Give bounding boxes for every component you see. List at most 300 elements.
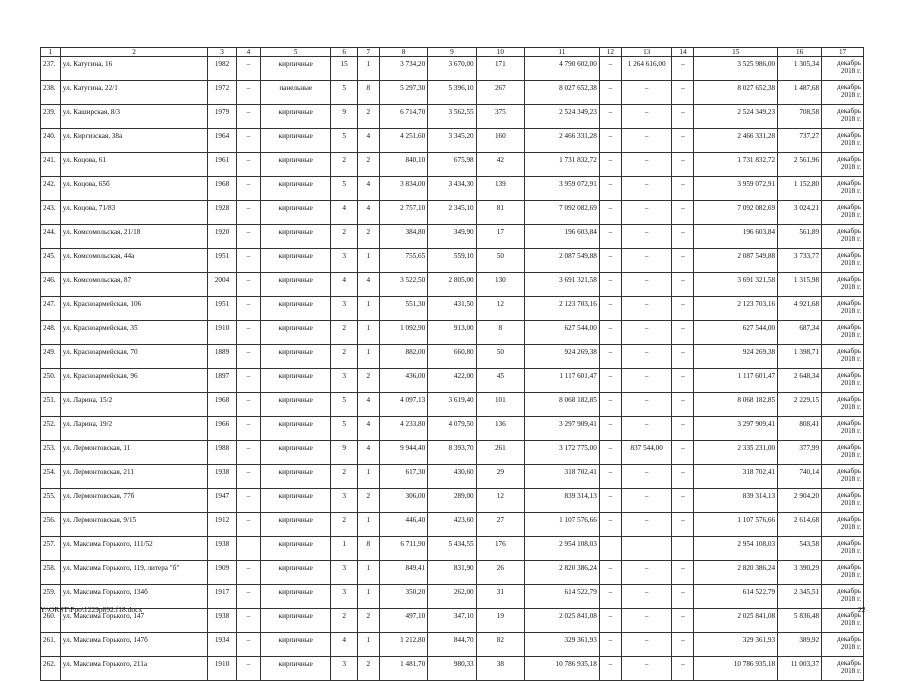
cell-col-14: – <box>672 513 694 537</box>
cell-total-area: 6 711,90 <box>379 537 427 561</box>
cell-completion-date: декабрь 2018 г. <box>822 321 864 345</box>
cell-wall-material: кирпичные <box>261 513 331 537</box>
cell-wall-material: кирпичные <box>261 297 331 321</box>
cell-col-12: – <box>599 273 621 297</box>
cell-col-13 <box>621 537 672 561</box>
cell-floors: 9 <box>331 441 357 465</box>
cell-row-number: 253. <box>41 441 61 465</box>
cell-completion-date: декабрь 2018 г. <box>822 57 864 81</box>
footer-file-path: Y:\ORST\Ppo\1229p892.f18.docx <box>40 605 143 614</box>
cell-entrances: 4 <box>357 273 379 297</box>
cell-total-cost: 2 820 386,24 <box>525 561 600 585</box>
cell-total-cost: 627 544,00 <box>525 321 600 345</box>
cell-cost-per-sqm: 687,34 <box>778 321 822 345</box>
cell-col-4: – <box>236 249 260 273</box>
cell-cost-per-sqm: 740,14 <box>778 465 822 489</box>
cell-col-13: – <box>621 273 672 297</box>
cell-entrances: 8 <box>357 81 379 105</box>
cell-col-15: 2 466 331,28 <box>694 129 778 153</box>
cell-entrances: 4 <box>357 417 379 441</box>
cell-living-area: 3 670,00 <box>428 57 476 81</box>
cell-wall-material: кирпичные <box>261 561 331 585</box>
cell-build-year: 1928 <box>208 201 237 225</box>
cell-col-15: 3 691 321,58 <box>694 273 778 297</box>
cell-build-year: 1988 <box>208 441 237 465</box>
cell-col-12: – <box>599 177 621 201</box>
cell-col-13: – <box>621 369 672 393</box>
cell-col-12: – <box>599 345 621 369</box>
cell-total-cost: 318 702,41 <box>525 465 600 489</box>
cell-residents: 171 <box>476 57 524 81</box>
cell-build-year: 1961 <box>208 153 237 177</box>
cell-floors: 1 <box>331 537 357 561</box>
cell-floors: 2 <box>331 465 357 489</box>
cell-living-area: 3 434,30 <box>428 177 476 201</box>
cell-floors: 3 <box>331 657 357 681</box>
cell-address: ул. Лермонтовская, 9/15 <box>60 513 207 537</box>
column-header-4: 4 <box>236 48 260 57</box>
cell-build-year: 1910 <box>208 321 237 345</box>
cell-cost-per-sqm: 708,58 <box>778 105 822 129</box>
cell-completion-date: декабрь 2018 г. <box>822 465 864 489</box>
cell-col-12 <box>599 537 621 561</box>
cell-address: ул. Красноармейская, 35 <box>60 321 207 345</box>
cell-total-cost: 1 731 832,72 <box>525 153 600 177</box>
cell-floors: 2 <box>331 609 357 633</box>
table-body <box>41 57 864 681</box>
column-header-9: 9 <box>428 48 476 57</box>
cell-cost-per-sqm: 377,99 <box>778 441 822 465</box>
cell-col-13: – <box>621 513 672 537</box>
cell-col-14: – <box>672 105 694 129</box>
cell-wall-material: кирпичные <box>261 273 331 297</box>
cell-living-area: 2 805,00 <box>428 273 476 297</box>
cell-completion-date: декабрь 2018 г. <box>822 297 864 321</box>
cell-cost-per-sqm: 2 904,20 <box>778 489 822 513</box>
cell-col-13: – <box>621 585 672 609</box>
cell-col-15: 924 269,38 <box>694 345 778 369</box>
footer-page-number: 22 <box>858 605 866 614</box>
cell-col-4: – <box>236 561 260 585</box>
cell-row-number: 259. <box>41 585 61 609</box>
column-header-8: 8 <box>379 48 427 57</box>
cell-living-area: 2 345,10 <box>428 201 476 225</box>
cell-col-15: 1 117 601,47 <box>694 369 778 393</box>
table-row <box>41 345 864 369</box>
cell-total-cost: 7 092 082,69 <box>525 201 600 225</box>
cell-completion-date: декабрь 2018 г. <box>822 609 864 633</box>
cell-row-number: 244. <box>41 225 61 249</box>
cell-col-15: 2 335 231,00 <box>694 441 778 465</box>
cell-completion-date: декабрь 2018 г. <box>822 441 864 465</box>
cell-col-15: 196 603,84 <box>694 225 778 249</box>
cell-completion-date: декабрь 2018 г. <box>822 177 864 201</box>
cell-col-4: – <box>236 465 260 489</box>
cell-col-4: – <box>236 105 260 129</box>
cell-living-area: 844,70 <box>428 633 476 657</box>
cell-row-number: 262. <box>41 657 61 681</box>
cell-col-4: – <box>236 441 260 465</box>
table-row <box>41 609 864 633</box>
cell-col-15: 1 107 576,66 <box>694 513 778 537</box>
cell-col-4 <box>236 537 260 561</box>
cell-col-15: 3 525 986,00 <box>694 57 778 81</box>
cell-living-area: 559,10 <box>428 249 476 273</box>
cell-cost-per-sqm: 2 229,15 <box>778 393 822 417</box>
table-row <box>41 369 864 393</box>
cell-residents: 82 <box>476 633 524 657</box>
table-row <box>41 633 864 657</box>
cell-total-area: 4 097,13 <box>379 393 427 417</box>
cell-living-area: 913,00 <box>428 321 476 345</box>
cell-row-number: 238. <box>41 81 61 105</box>
cell-col-14: – <box>672 153 694 177</box>
cell-col-14: – <box>672 633 694 657</box>
cell-residents: 261 <box>476 441 524 465</box>
column-header-14: 14 <box>672 48 694 57</box>
cell-address: ул. Красноармейская, 106 <box>60 297 207 321</box>
cell-floors: 3 <box>331 297 357 321</box>
cell-col-14: – <box>672 345 694 369</box>
cell-completion-date: декабрь 2018 г. <box>822 489 864 513</box>
cell-build-year: 1982 <box>208 57 237 81</box>
cell-completion-date: декабрь 2018 г. <box>822 81 864 105</box>
cell-row-number: 257. <box>41 537 61 561</box>
cell-row-number: 254. <box>41 465 61 489</box>
cell-completion-date: декабрь 2018 г. <box>822 657 864 681</box>
cell-living-area: 3 562,55 <box>428 105 476 129</box>
cell-total-cost: 4 790 602,00 <box>525 57 600 81</box>
cell-col-14: – <box>672 225 694 249</box>
cell-cost-per-sqm: 1 305,34 <box>778 57 822 81</box>
cell-living-area: 4 079,50 <box>428 417 476 441</box>
cell-build-year: 1968 <box>208 393 237 417</box>
table-row <box>41 129 864 153</box>
cell-col-15: 7 092 082,69 <box>694 201 778 225</box>
cell-col-15: 2 123 703,16 <box>694 297 778 321</box>
cell-total-cost: 3 297 909,41 <box>525 417 600 441</box>
cell-col-13: 837 544,00 <box>621 441 672 465</box>
table-row <box>41 57 864 81</box>
cell-entrances: 1 <box>357 513 379 537</box>
cell-entrances: 1 <box>357 297 379 321</box>
column-header-15: 15 <box>694 48 778 57</box>
cell-col-14: – <box>672 489 694 513</box>
cell-build-year: 1951 <box>208 249 237 273</box>
cell-address: ул. Лермонтовская, 11 <box>60 441 207 465</box>
cell-residents: 160 <box>476 129 524 153</box>
cell-floors: 5 <box>331 417 357 441</box>
cell-row-number: 252. <box>41 417 61 441</box>
cell-residents: 12 <box>476 489 524 513</box>
cell-cost-per-sqm: 1 398,71 <box>778 345 822 369</box>
cell-wall-material: кирпичные <box>261 489 331 513</box>
cell-row-number: 260. <box>41 609 61 633</box>
cell-col-13: – <box>621 609 672 633</box>
cell-total-cost: 196 603,84 <box>525 225 600 249</box>
cell-address: ул. Коцова, 65б <box>60 177 207 201</box>
cell-residents: 19 <box>476 609 524 633</box>
cell-col-4: – <box>236 177 260 201</box>
cell-wall-material: кирпичные <box>261 201 331 225</box>
table-row <box>41 585 864 609</box>
cell-col-13: – <box>621 225 672 249</box>
cell-build-year: 1938 <box>208 537 237 561</box>
register-table-container <box>40 47 864 681</box>
cell-floors: 3 <box>331 561 357 585</box>
cell-col-15: 627 544,00 <box>694 321 778 345</box>
cell-col-12: – <box>599 153 621 177</box>
cell-col-14: – <box>672 297 694 321</box>
cell-entrances: 2 <box>357 657 379 681</box>
cell-address: ул. Максима Горького, 147б <box>60 633 207 657</box>
cell-residents: 12 <box>476 297 524 321</box>
cell-wall-material: кирпичные <box>261 369 331 393</box>
cell-row-number: 261. <box>41 633 61 657</box>
cell-build-year: 1910 <box>208 657 237 681</box>
cell-col-14: – <box>672 393 694 417</box>
cell-cost-per-sqm: 3 733,77 <box>778 249 822 273</box>
cell-col-13: – <box>621 249 672 273</box>
cell-completion-date: декабрь 2018 г. <box>822 153 864 177</box>
cell-floors: 3 <box>331 585 357 609</box>
cell-col-12: – <box>599 441 621 465</box>
cell-col-12: – <box>599 561 621 585</box>
cell-living-area: 422,00 <box>428 369 476 393</box>
cell-completion-date: декабрь 2018 г. <box>822 129 864 153</box>
cell-col-14: – <box>672 249 694 273</box>
cell-build-year: 1897 <box>208 369 237 393</box>
cell-build-year: 1917 <box>208 585 237 609</box>
cell-total-cost: 614 522,79 <box>525 585 600 609</box>
cell-row-number: 243. <box>41 201 61 225</box>
cell-col-14 <box>672 537 694 561</box>
cell-living-area: 675,98 <box>428 153 476 177</box>
cell-col-4: – <box>236 345 260 369</box>
cell-total-area: 1 092,90 <box>379 321 427 345</box>
cell-address: ул. Катугина, 16 <box>60 57 207 81</box>
column-header-1: 1 <box>41 48 61 57</box>
cell-address: ул. Катугина, 22/1 <box>60 81 207 105</box>
cell-col-15: 3 297 909,41 <box>694 417 778 441</box>
column-header-7: 7 <box>357 48 379 57</box>
cell-address: ул. Максима Горького, 119, литера "б" <box>60 561 207 585</box>
cell-col-12: – <box>599 657 621 681</box>
cell-completion-date: декабрь 2018 г. <box>822 345 864 369</box>
cell-col-12: – <box>599 81 621 105</box>
cell-col-14: – <box>672 417 694 441</box>
cell-residents: 50 <box>476 249 524 273</box>
cell-living-area: 3 619,40 <box>428 393 476 417</box>
cell-total-area: 840,10 <box>379 153 427 177</box>
cell-residents: 130 <box>476 273 524 297</box>
cell-floors: 2 <box>331 321 357 345</box>
cell-total-cost: 2 524 349,23 <box>525 105 600 129</box>
cell-row-number: 249. <box>41 345 61 369</box>
table-row <box>41 225 864 249</box>
table-row <box>41 561 864 585</box>
cell-col-14: – <box>672 273 694 297</box>
cell-col-12: – <box>599 465 621 489</box>
cell-completion-date: декабрь 2018 г. <box>822 417 864 441</box>
cell-floors: 9 <box>331 105 357 129</box>
table-row <box>41 105 864 129</box>
cell-wall-material: кирпичные <box>261 249 331 273</box>
cell-row-number: 256. <box>41 513 61 537</box>
cell-cost-per-sqm: 2 561,96 <box>778 153 822 177</box>
cell-col-4: – <box>236 585 260 609</box>
cell-address: ул. Красноармейская, 70 <box>60 345 207 369</box>
cell-build-year: 1972 <box>208 81 237 105</box>
cell-entrances: 1 <box>357 321 379 345</box>
cell-residents: 17 <box>476 225 524 249</box>
table-row <box>41 417 864 441</box>
cell-address: ул. Комсомольская, 87 <box>60 273 207 297</box>
cell-build-year: 1951 <box>208 297 237 321</box>
cell-wall-material: кирпичные <box>261 417 331 441</box>
cell-col-13: – <box>621 105 672 129</box>
cell-address: ул. Киргизская, 38а <box>60 129 207 153</box>
cell-residents: 267 <box>476 81 524 105</box>
table-row <box>41 177 864 201</box>
cell-living-area: 8 393,70 <box>428 441 476 465</box>
cell-residents: 136 <box>476 417 524 441</box>
cell-col-4: – <box>236 489 260 513</box>
cell-entrances: 4 <box>357 201 379 225</box>
cell-residents: 375 <box>476 105 524 129</box>
cell-wall-material: кирпичные <box>261 345 331 369</box>
cell-col-4: – <box>236 225 260 249</box>
table-row <box>41 513 864 537</box>
cell-floors: 4 <box>331 201 357 225</box>
cell-living-area: 349,90 <box>428 225 476 249</box>
header-row <box>41 48 864 57</box>
housing-register-table <box>40 47 864 681</box>
cell-total-area: 3 522,50 <box>379 273 427 297</box>
cell-row-number: 239. <box>41 105 61 129</box>
cell-completion-date: декабрь 2018 г. <box>822 249 864 273</box>
table-row <box>41 465 864 489</box>
cell-cost-per-sqm: 2 648,34 <box>778 369 822 393</box>
cell-total-area: 9 944,40 <box>379 441 427 465</box>
cell-address: ул. Ларина, 19/2 <box>60 417 207 441</box>
cell-col-14: – <box>672 369 694 393</box>
cell-col-4: – <box>236 81 260 105</box>
cell-row-number: 242. <box>41 177 61 201</box>
cell-col-12: – <box>599 417 621 441</box>
cell-wall-material: кирпичные <box>261 465 331 489</box>
cell-col-12: – <box>599 513 621 537</box>
cell-col-15: 329 361,93 <box>694 633 778 657</box>
cell-total-area: 882,00 <box>379 345 427 369</box>
cell-total-cost: 10 786 935,18 <box>525 657 600 681</box>
cell-cost-per-sqm: 4 921,68 <box>778 297 822 321</box>
cell-col-13: – <box>621 393 672 417</box>
cell-floors: 2 <box>331 153 357 177</box>
cell-total-area: 436,00 <box>379 369 427 393</box>
cell-entrances: 1 <box>357 465 379 489</box>
cell-residents: 45 <box>476 369 524 393</box>
cell-col-15: 2 954 108,03 <box>694 537 778 561</box>
cell-entrances: 1 <box>357 249 379 273</box>
column-header-17: 17 <box>822 48 864 57</box>
table-row <box>41 657 864 681</box>
cell-col-12: – <box>599 105 621 129</box>
cell-col-13: 1 264 616,00 <box>621 57 672 81</box>
cell-cost-per-sqm: 2 614,68 <box>778 513 822 537</box>
cell-total-cost: 2 466 331,28 <box>525 129 600 153</box>
cell-entrances: 8 <box>357 537 379 561</box>
cell-col-4: – <box>236 201 260 225</box>
cell-residents: 176 <box>476 537 524 561</box>
cell-cost-per-sqm: 1 315,98 <box>778 273 822 297</box>
cell-address: ул. Красноармейская, 96 <box>60 369 207 393</box>
cell-total-area: 3 734,20 <box>379 57 427 81</box>
cell-total-cost: 2 123 703,16 <box>525 297 600 321</box>
cell-cost-per-sqm: 11 003,37 <box>778 657 822 681</box>
cell-living-area: 980,33 <box>428 657 476 681</box>
cell-residents: 50 <box>476 345 524 369</box>
cell-col-4: – <box>236 297 260 321</box>
cell-total-cost: 8 027 652,38 <box>525 81 600 105</box>
cell-floors: 2 <box>331 225 357 249</box>
cell-row-number: 246. <box>41 273 61 297</box>
cell-col-15: 614 522,79 <box>694 585 778 609</box>
cell-row-number: 248. <box>41 321 61 345</box>
cell-residents: 26 <box>476 561 524 585</box>
cell-residents: 31 <box>476 585 524 609</box>
cell-wall-material: кирпичные <box>261 585 331 609</box>
cell-entrances: 1 <box>357 345 379 369</box>
cell-total-area: 384,80 <box>379 225 427 249</box>
cell-col-4: – <box>236 393 260 417</box>
cell-build-year: 1938 <box>208 465 237 489</box>
cell-col-15: 1 731 832,72 <box>694 153 778 177</box>
cell-cost-per-sqm: 389,92 <box>778 633 822 657</box>
cell-floors: 5 <box>331 81 357 105</box>
cell-col-4: – <box>236 273 260 297</box>
cell-build-year: 1920 <box>208 225 237 249</box>
cell-build-year: 1947 <box>208 489 237 513</box>
cell-entrances: 2 <box>357 489 379 513</box>
cell-total-area: 551,30 <box>379 297 427 321</box>
cell-cost-per-sqm: 1 487,68 <box>778 81 822 105</box>
cell-col-13: – <box>621 177 672 201</box>
cell-entrances: 1 <box>357 561 379 585</box>
cell-total-cost: 924 269,38 <box>525 345 600 369</box>
cell-completion-date: декабрь 2018 г. <box>822 273 864 297</box>
column-header-12: 12 <box>599 48 621 57</box>
cell-col-13: – <box>621 201 672 225</box>
cell-wall-material: кирпичные <box>261 129 331 153</box>
cell-living-area: 431,50 <box>428 297 476 321</box>
cell-floors: 15 <box>331 57 357 81</box>
cell-floors: 5 <box>331 177 357 201</box>
cell-row-number: 258. <box>41 561 61 585</box>
cell-build-year: 1909 <box>208 561 237 585</box>
cell-cost-per-sqm: 3 024,21 <box>778 201 822 225</box>
cell-residents: 139 <box>476 177 524 201</box>
cell-completion-date: декабрь 2018 г. <box>822 537 864 561</box>
cell-row-number: 241. <box>41 153 61 177</box>
cell-col-13: – <box>621 129 672 153</box>
cell-wall-material: кирпичные <box>261 153 331 177</box>
cell-col-12: – <box>599 249 621 273</box>
cell-residents: 81 <box>476 201 524 225</box>
cell-col-15: 3 959 072,91 <box>694 177 778 201</box>
cell-col-14: – <box>672 585 694 609</box>
table-row <box>41 249 864 273</box>
